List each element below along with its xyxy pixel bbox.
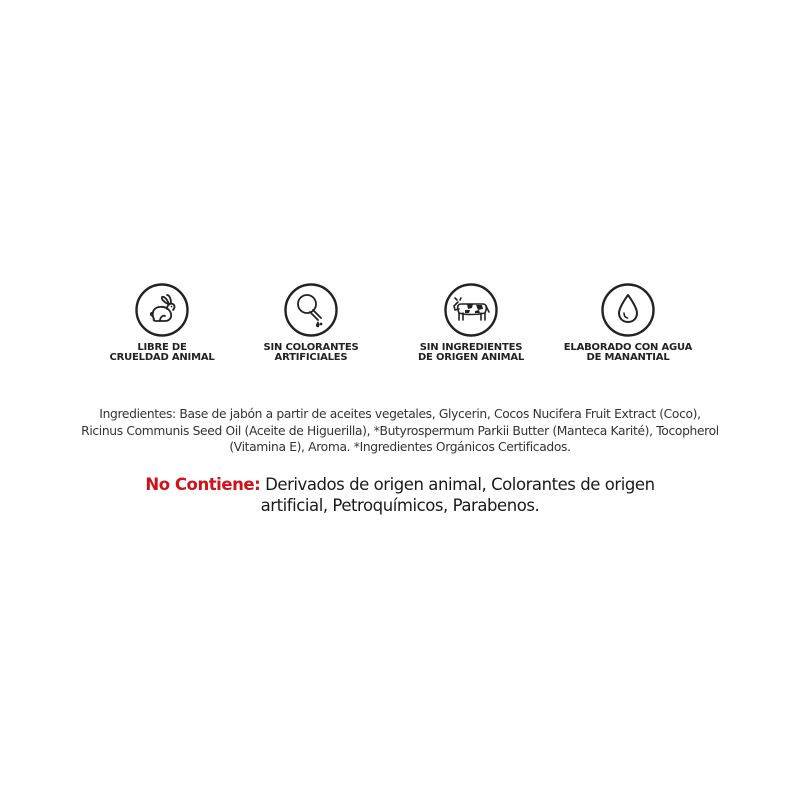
ingredients-text: Ingredientes: Base de jabón a partir de aceites vegetales, Glycerin, Cocos Nucifera Fruit Extract (Coco), Ricinus Communis Seed Oil (Aceite de Higuerilla), *Butyrospermum Parkii Butter (Manteca Karité), Tocopherol (Vitamina E), Aroma. *Ingredientes Orgánicos Certificados. bbox=[81, 407, 719, 454]
water-drop-icon bbox=[600, 282, 656, 338]
cow-icon bbox=[443, 282, 499, 338]
badge-spring-water bbox=[543, 282, 713, 363]
rabbit-icon bbox=[134, 282, 190, 338]
badge-label: ELABORADO CON AGUA DE MANANTIAL bbox=[563, 342, 693, 363]
dropper-icon bbox=[283, 282, 339, 338]
no-contiene-label: No Contiene: bbox=[145, 475, 261, 494]
no-contiene-statement bbox=[120, 474, 680, 516]
badge-no-artificial-colors bbox=[226, 282, 396, 363]
badge-label: LIBRE DE CRUELDAD ANIMAL bbox=[109, 342, 215, 363]
badge-label: SIN INGREDIENTES DE ORIGEN ANIMAL bbox=[417, 342, 525, 363]
badge-label: SIN COLORANTES ARTIFICIALES bbox=[263, 342, 359, 363]
badge-cruelty-free bbox=[77, 282, 247, 363]
no-contiene-text: Derivados de origen animal, Colorantes de origen artificial, Petroquímicos, Parabenos. bbox=[260, 475, 655, 515]
badge-no-animal-ingredients bbox=[386, 282, 556, 363]
